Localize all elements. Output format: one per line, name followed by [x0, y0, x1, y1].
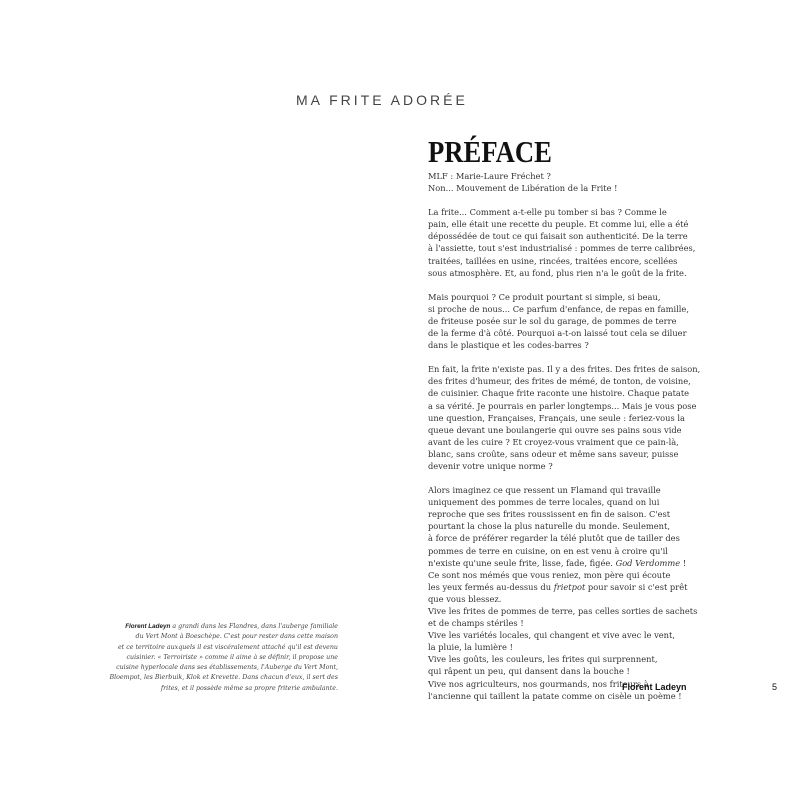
text-line: pourtant la chose la plus naturelle du monde. Seulement, — [428, 521, 670, 532]
text-line: à force de préférer regarder la télé plutôt que de tailler des — [428, 533, 680, 544]
text-line: l'ancienne qui taillent la patate comme on cisèle un poème ! — [428, 690, 682, 701]
text-run: a grandi dans les Flandres, dans l'auberge familiale — [170, 623, 338, 630]
text-line: une question, Françaises, Français, une seule : feriez-vous la — [428, 412, 685, 423]
text-line: des frites d'humeur, des frites de mémé, de tonton, de voisine, — [428, 376, 691, 387]
text-line: sous atmosphère. Et, au fond, plus rien n'a le goût de la frite. — [428, 267, 687, 278]
italic-term: frietpot — [553, 581, 586, 592]
text-line: Mais pourquoi ? Ce produit pourtant si simple, si beau, — [428, 291, 661, 302]
bio-line: et ce territoire auxquels il est viscéralement attaché qu'il est devenu — [117, 643, 338, 651]
author-signature: Florent Ladeyn — [622, 682, 687, 692]
bio-line: frites, et il possède même sa propre friterie ambulante. — [160, 684, 338, 692]
text-line — [428, 557, 687, 569]
preface-paragraph — [428, 291, 689, 351]
text-line: qui râpent un peu, qui dansent dans la bouche ! — [428, 666, 630, 677]
preface-paragraph — [428, 206, 696, 279]
text-line: devenir votre unique norme ? — [428, 460, 553, 471]
bio-author-name: Florent Ladeyn — [125, 623, 171, 630]
text-line: Vive nos agriculteurs, nos gourmands, nos friteurs à — [428, 678, 649, 689]
preface-paragraph — [428, 363, 701, 472]
text-line: blanc, sans croûte, sans odeur et même sans saveur, puisse — [428, 448, 679, 459]
text-line: dans le plastique et les codes-barres ? — [428, 340, 589, 351]
text-line: La frite... Comment a-t-elle pu tomber si bas ? Comme le — [428, 207, 667, 218]
text-line: dépossédée de tout ce qui faisait son authenticité. De la terre — [428, 231, 688, 242]
text-line: à l'assiette, tout s'est industrialisé : pommes de terre calibrées, — [428, 243, 696, 254]
text-run: n'existe qu'une seule frite, lisse, fade, figée. — [428, 557, 616, 568]
page-number: 5 — [772, 682, 778, 692]
text-line: de la ferme d'à côté. Pourquoi a-t-on laissé tout cela se diluer — [428, 328, 687, 339]
text-line: MLF : Marie-Laure Fréchet ? — [428, 171, 551, 181]
text-line: pain, elle était une recette du peuple. Et comme lui, elle a été — [428, 219, 689, 230]
text-line: queue devant une boulangerie qui ouvre ses pains sous vide — [428, 424, 682, 435]
preface-paragraph — [428, 170, 678, 194]
page-title: PRÉFACE — [428, 134, 552, 169]
text-run: les yeux fermés au-dessus du — [428, 581, 554, 592]
preface-paragraph — [428, 484, 698, 702]
text-line: pommes de terre en cuisine, on en est venu à croire qu'il — [428, 545, 668, 556]
text-line: Vive les frites de pommes de terre, pas celles sorties de sachets — [428, 606, 698, 616]
text-line: Alors imaginez ce que ressent un Flamand qui travaille — [428, 485, 661, 496]
text-line: Vive les goûts, les couleurs, les frites qui surprennent, — [428, 654, 658, 665]
bio-line: Bloempot, les Bierbuik, Klok et Krevette. Dans chacun d'eux, il sert des — [109, 674, 338, 682]
text-line: que vous blessez. — [428, 593, 502, 604]
text-line: la pluie, la lumière ! — [428, 642, 513, 653]
text-line: Non... Mouvement de Libération de la Frite ! — [428, 183, 618, 194]
text-line: Ce sont nos mémés que vous reniez, mon père qui écoute — [428, 569, 671, 580]
text-line: uniquement des pommes de terre locales, quand on lui — [428, 497, 660, 508]
text-run: pour savoir si c'est prêt — [585, 581, 688, 592]
running-title: MA FRITE ADORÉE — [296, 92, 468, 108]
text-line: de friteuse posée sur le sol du garage, de pommes de terre — [428, 315, 677, 326]
author-bio — [100, 622, 338, 694]
text-line — [428, 581, 688, 593]
text-line: de cuisinier. Chaque frite raconte une histoire. Chaque patate — [428, 388, 690, 399]
text-line: reproche que ses frites roussissent en fin de saison. C'est — [428, 509, 671, 520]
italic-term: God Verdomme — [615, 557, 681, 568]
text-line: avant de les cuire ? Et croyez-vous vraiment que ce pain-là, — [428, 436, 679, 447]
text-line: a sa vérité. Je pourrais en parler longtemps... Mais je vous pose — [428, 400, 697, 411]
bio-line: cuisine hyperlocale dans ses établissements, l'Auberge du Vert Mont, — [116, 664, 338, 672]
text-line: si proche de nous... Ce parfum d'enfance, de repas en famille, — [428, 303, 689, 314]
text-run: ! — [680, 557, 687, 568]
bio-line — [100, 622, 338, 632]
preface-body — [428, 170, 701, 714]
bio-line: cuisinier. « Terroiriste » comme il aime à se définir, il propose une — [126, 653, 338, 661]
text-line: et de champs stériles ! — [428, 618, 524, 629]
text-line: En fait, la frite n'existe pas. Il y a des frites. Des frites de saison, — [428, 364, 701, 375]
text-line: traitées, taillées en usine, rincées, traitées encore, scellées — [428, 255, 678, 266]
bio-line: du Vert Mont à Boeschèpe. C'est pour rester dans cette maison — [135, 633, 338, 641]
text-line: Vive les variétés locales, qui changent et vive avec le vent, — [428, 630, 675, 641]
